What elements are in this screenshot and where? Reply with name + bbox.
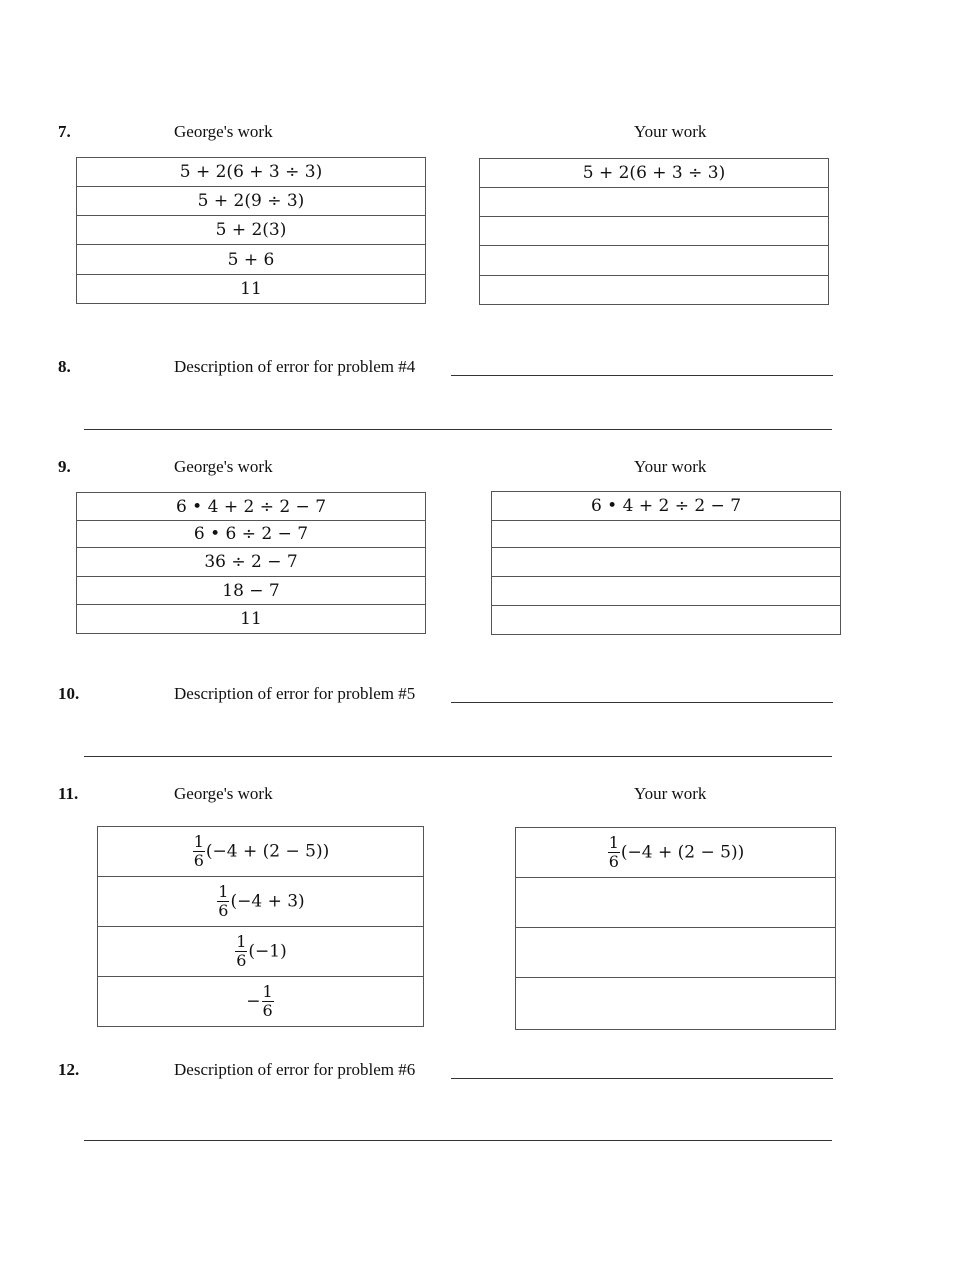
error-description-line[interactable] [451, 702, 833, 703]
work-step [98, 877, 424, 927]
work-step: 18 − 7 [77, 577, 426, 605]
problem-number: 9. [58, 457, 71, 476]
your-work-table [491, 491, 841, 635]
your-work-table [479, 158, 829, 305]
error-description-line-2[interactable] [84, 429, 832, 430]
work-step: 5 + 2(3) [77, 216, 426, 245]
work-step-input[interactable] [480, 276, 829, 305]
work-step-input[interactable] [516, 928, 836, 978]
fraction [235, 934, 247, 969]
problem-number: 12. [58, 1060, 80, 1079]
error-description-line[interactable] [451, 1078, 833, 1079]
work-step [516, 828, 836, 878]
georges-work-label: George's work [174, 122, 273, 141]
denominator: 6 [608, 852, 619, 871]
work-step: 5 + 2(6 + 3 ÷ 3) [77, 158, 426, 187]
numerator: 1 [193, 832, 204, 851]
georges-work-label: George's work [174, 784, 273, 803]
expression: (−4 + (2 − 5)) [205, 841, 330, 862]
work-step: 6 • 4 + 2 ÷ 2 − 7 [77, 493, 426, 521]
numerator: 1 [218, 882, 229, 901]
numerator: 1 [236, 932, 247, 951]
georges-work-label: George's work [174, 457, 273, 476]
problem-number: 8. [58, 357, 71, 376]
work-step-input[interactable] [480, 217, 829, 246]
fraction [262, 984, 274, 1019]
work-step-input[interactable] [492, 548, 841, 577]
work-step-input[interactable] [492, 577, 841, 606]
your-work-label: Your work [634, 122, 707, 141]
work-step-input[interactable] [480, 188, 829, 217]
work-step: 36 ÷ 2 − 7 [77, 548, 426, 577]
georges-work-table [97, 826, 424, 1027]
work-step [98, 977, 424, 1027]
fraction [193, 834, 205, 869]
sign: − [246, 991, 261, 1012]
problem-number: 10. [58, 684, 80, 703]
work-step-input[interactable] [480, 246, 829, 276]
your-work-label: Your work [634, 457, 707, 476]
work-step: 6 • 4 + 2 ÷ 2 − 7 [492, 492, 841, 521]
denominator: 6 [218, 901, 229, 920]
problem-number: 11. [58, 784, 79, 803]
error-description-label: Description of error for problem #5 [174, 684, 416, 703]
expression: (−4 + (2 − 5)) [620, 842, 745, 863]
work-step-input[interactable] [516, 878, 836, 928]
work-step: 5 + 2(6 + 3 ÷ 3) [480, 159, 829, 188]
work-step-input[interactable] [516, 978, 836, 1030]
georges-work-table [76, 492, 426, 634]
numerator: 1 [608, 833, 619, 852]
problem-number: 7. [58, 122, 71, 141]
work-step [98, 927, 424, 977]
work-step-input[interactable] [492, 521, 841, 548]
expression: (−1) [248, 941, 287, 962]
error-description-label: Description of error for problem #4 [174, 357, 416, 376]
fraction [217, 884, 229, 919]
work-step [98, 827, 424, 877]
denominator: 6 [262, 1001, 273, 1020]
numerator: 1 [262, 982, 273, 1001]
work-step: 6 • 6 ÷ 2 − 7 [77, 521, 426, 548]
error-description-label: Description of error for problem #6 [174, 1060, 416, 1079]
error-description-line-2[interactable] [84, 1140, 832, 1141]
georges-work-table [76, 157, 426, 304]
your-work-table [515, 827, 836, 1030]
denominator: 6 [193, 851, 204, 870]
expression: (−4 + 3) [230, 891, 305, 912]
your-work-label: Your work [634, 784, 707, 803]
work-step: 11 [77, 275, 426, 304]
error-description-line-2[interactable] [84, 756, 832, 757]
work-step: 5 + 6 [77, 245, 426, 275]
work-step-input[interactable] [492, 606, 841, 635]
error-description-line[interactable] [451, 375, 833, 376]
work-step: 5 + 2(9 ÷ 3) [77, 187, 426, 216]
work-step: 11 [77, 605, 426, 634]
denominator: 6 [236, 951, 247, 970]
fraction [608, 835, 620, 870]
